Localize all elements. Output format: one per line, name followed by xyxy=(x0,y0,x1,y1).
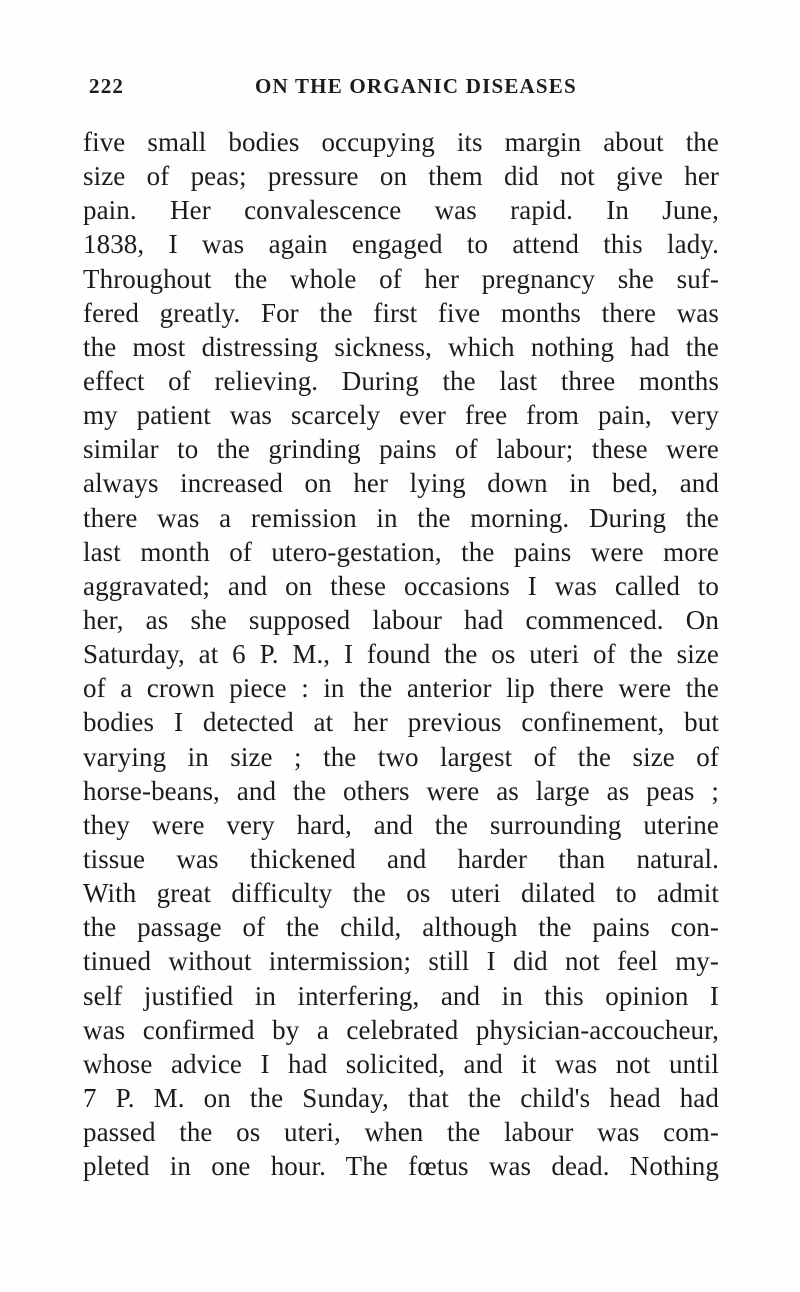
text-line: Saturday, at 6 P. M., I found the os uteri of the size xyxy=(83,639,719,670)
text-line: they were very hard, and the surrounding uterine xyxy=(83,809,719,840)
page-header xyxy=(89,74,719,106)
text-line: last month of utero-gestation, the pains were more xyxy=(83,536,719,567)
text-line: her, as she supposed labour had commenced. On xyxy=(83,604,719,635)
text-line: my patient was scarcely ever free from pain, very xyxy=(83,400,719,431)
text-line: 1838, I was again engaged to attend this lady. xyxy=(83,229,719,260)
text-line: aggravated; and on these occasions I was called to xyxy=(83,570,719,601)
text-line: the most distressing sickness, which nothing had the xyxy=(83,331,719,362)
text-line: pleted in one hour. The fœtus was dead. Nothing xyxy=(83,1151,719,1182)
text-line: tinued without intermission; still I did not feel my- xyxy=(83,946,719,977)
text-line: passed the os uteri, when the labour was com- xyxy=(83,1117,719,1148)
text-line: tissue was thickened and harder than natural. xyxy=(83,843,719,874)
text-line: 7 P. M. on the Sunday, that the child's head had xyxy=(83,1082,719,1113)
text-line: pain. Her convalescence was rapid. In June, xyxy=(83,195,719,226)
text-line: the passage of the child, although the pains con- xyxy=(83,912,719,943)
text-line: of a crown piece : in the anterior lip there were the xyxy=(83,673,719,704)
text-line: always increased on her lying down in bed, and xyxy=(83,468,719,499)
text-line: similar to the grinding pains of labour; these were xyxy=(83,434,719,465)
text-line: With great difficulty the os uteri dilated to admit xyxy=(83,878,719,909)
text-line: varying in size ; the two largest of the size of xyxy=(83,741,719,772)
body-text xyxy=(83,125,719,1183)
running-head: ON THE ORGANIC DISEASES xyxy=(255,74,577,98)
text-line: effect of relieving. During the last three months xyxy=(83,365,719,396)
text-line: bodies I detected at her previous confinement, but xyxy=(83,707,719,738)
text-line: there was a remission in the morning. During the xyxy=(83,502,719,533)
text-line: size of peas; pressure on them did not give her xyxy=(83,161,719,192)
text-line: fered greatly. For the first five months there was xyxy=(83,297,719,328)
text-line: self justified in interfering, and in this opinion I xyxy=(83,980,719,1011)
text-line: horse-beans, and the others were as large as peas ; xyxy=(83,775,719,806)
page-number: 222 xyxy=(89,74,125,98)
text-line: whose advice I had solicited, and it was not until xyxy=(83,1048,719,1079)
text-line: Throughout the whole of her pregnancy she suf- xyxy=(83,263,719,294)
text-line: was confirmed by a celebrated physician-accoucheur, xyxy=(83,1014,719,1045)
text-line: five small bodies occupying its margin about the xyxy=(83,127,719,157)
